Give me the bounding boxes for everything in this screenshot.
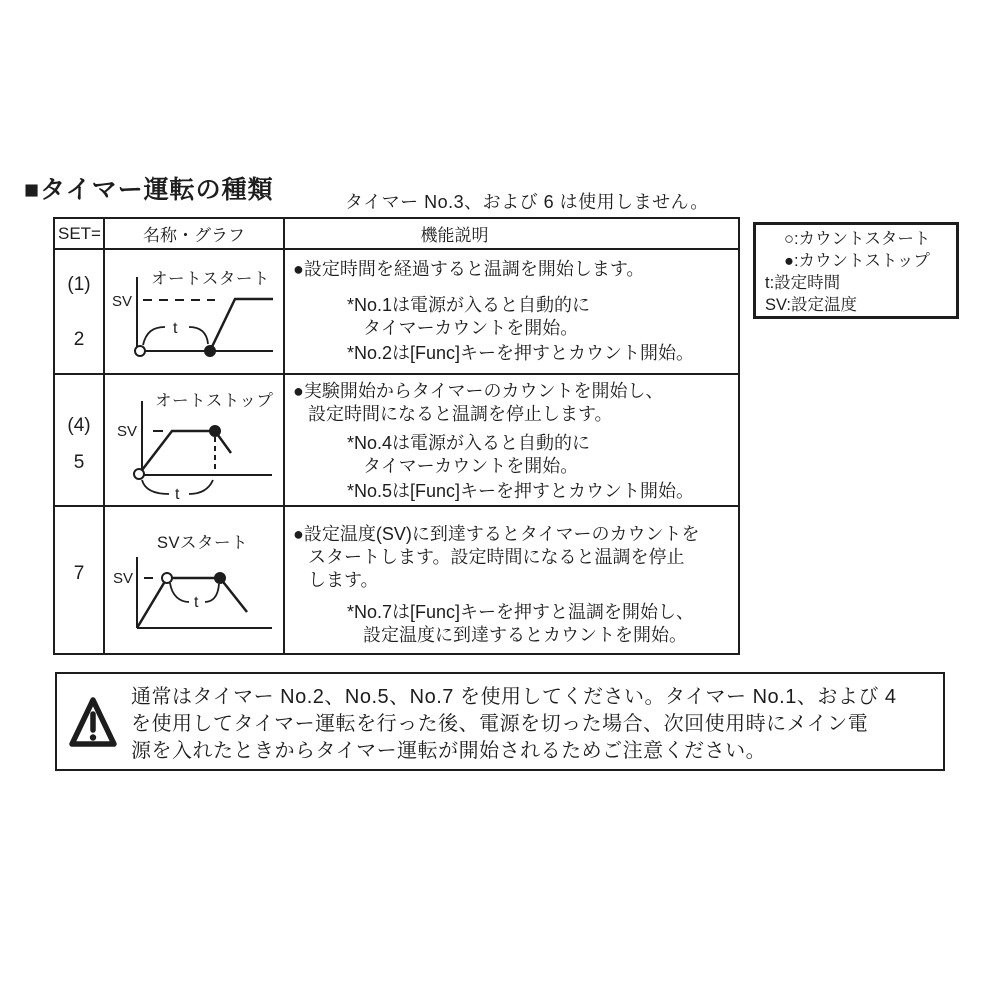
graph-title-sv-start: SVスタート <box>157 534 249 552</box>
desc-line: *No.2は[Func]キーを押すとカウント開始。 <box>347 343 695 363</box>
desc-line: ●設定時間を経過すると温調を開始します。 <box>293 259 645 279</box>
caution-line-3: 源を入れたときからタイマー運転が開始されるためご注意ください。 <box>131 740 767 762</box>
desc-line: します。 <box>308 570 379 590</box>
auto-stop-graph-icon <box>111 401 279 503</box>
header-name-graph: 名称・グラフ <box>105 219 285 250</box>
desc-cell-sv-start <box>285 507 738 653</box>
graph-cell-auto-start <box>105 250 285 375</box>
legend-count-start: ○:カウントスタート <box>784 230 931 248</box>
sv-start-graph-icon <box>111 546 279 641</box>
header-set: SET= <box>55 219 105 250</box>
desc-line: タイマーカウントを開始。 <box>363 318 579 338</box>
set-cell-row1 <box>55 250 105 375</box>
desc-line: ●設定温度(SV)に到達するとタイマーのカウントを <box>293 524 700 544</box>
set-cell-row2 <box>55 375 105 507</box>
desc-line: *No.1は電源が入ると自動的に <box>347 295 591 315</box>
legend-box <box>753 222 959 319</box>
set-cell-row3 <box>55 507 105 653</box>
timer-types-table <box>53 217 740 655</box>
svg-text:SV: SV <box>112 293 133 310</box>
desc-line: *No.7は[Func]キーを押すと温調を開始し、 <box>347 602 695 622</box>
svg-text:t: t <box>175 486 180 503</box>
desc-line: 設定時間になると温調を停止します。 <box>308 404 613 424</box>
set-number-4: (4) <box>67 415 91 436</box>
desc-line: ●実験開始からタイマーのカウントを開始し、 <box>293 381 664 401</box>
desc-line: 設定温度に到達するとカウントを開始。 <box>363 625 687 645</box>
caution-line-2: を使用してタイマー運転を行った後、電源を切った場合、次回使用時にメイン電 <box>131 713 869 735</box>
caution-box <box>55 672 945 771</box>
svg-text:SV: SV <box>113 570 134 587</box>
svg-text:SV: SV <box>117 423 138 440</box>
graph-cell-auto-stop <box>105 375 285 507</box>
desc-line: *No.5は[Func]キーを押すとカウント開始。 <box>347 481 695 501</box>
graph-cell-sv-start <box>105 507 285 653</box>
auto-start-graph-icon <box>111 275 279 367</box>
title-note: タイマー No.3、および 6 は使用しません。 <box>345 192 709 212</box>
graph-title-auto-start: オートスタート <box>151 270 270 288</box>
page-title: ■タイマー運転の種類 <box>24 176 274 204</box>
warning-triangle-icon <box>68 694 118 754</box>
legend-count-stop: ●:カウントストップ <box>784 252 930 270</box>
graph-title-auto-stop: オートストップ <box>155 392 274 410</box>
desc-cell-auto-stop <box>285 375 738 507</box>
desc-line: *No.4は電源が入ると自動的に <box>347 433 591 453</box>
set-number-7: 7 <box>73 563 85 584</box>
caution-text <box>131 684 897 765</box>
set-number-1: (1) <box>67 274 91 295</box>
header-description: 機能説明 <box>285 219 738 250</box>
caution-line-1: 通常はタイマー No.2、No.5、No.7 を使用してください。タイマー No.1、および 4 <box>131 686 897 708</box>
legend-set-time: t:設定時間 <box>765 274 841 292</box>
desc-line: スタートします。設定時間になると温調を停止 <box>308 547 685 567</box>
set-number-5: 5 <box>73 452 85 473</box>
svg-text:t: t <box>194 594 199 611</box>
set-number-2: 2 <box>73 329 85 350</box>
desc-line: タイマーカウントを開始。 <box>363 456 579 476</box>
desc-cell-auto-start <box>285 250 738 375</box>
svg-text:t: t <box>173 320 178 337</box>
legend-set-temp: SV:設定温度 <box>765 296 857 314</box>
